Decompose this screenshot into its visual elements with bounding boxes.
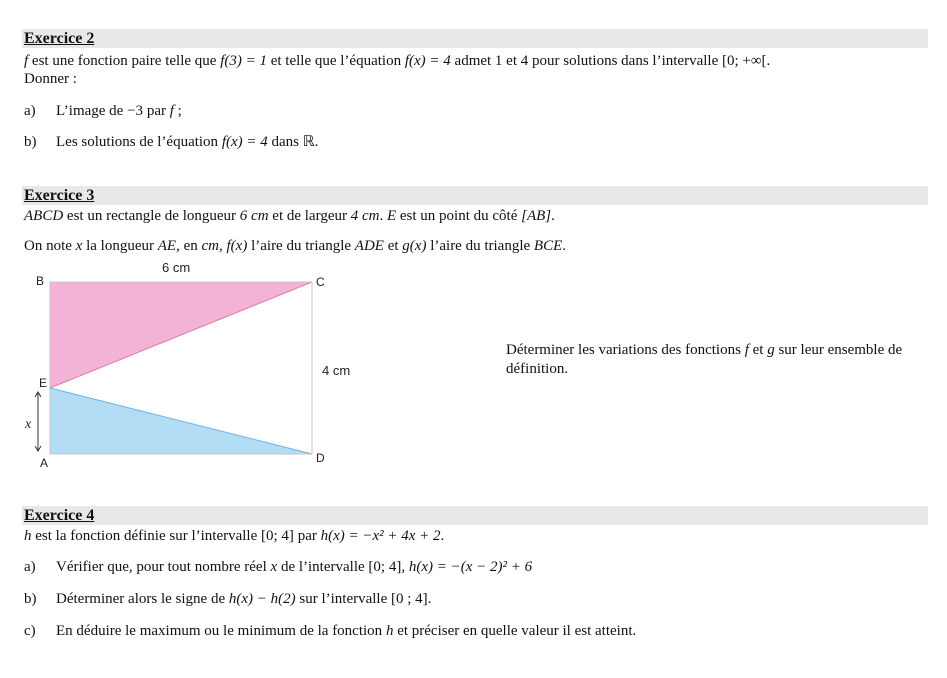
text: et telle que l’équation	[266, 53, 405, 69]
text: L’image de	[56, 103, 128, 119]
math-minus-3: −3	[127, 103, 144, 119]
exercise-4-item-a	[56, 558, 532, 576]
math-cm: cm	[201, 238, 219, 254]
exercise-2-item-a-letter: a)	[24, 103, 36, 119]
text: et	[383, 238, 403, 254]
math-ab: [AB]	[521, 208, 552, 224]
text: est une fonction paire telle que	[28, 53, 221, 69]
exercise-4-item-c	[56, 622, 636, 640]
text: l’aire du triangle	[247, 238, 355, 254]
label-a: A	[40, 456, 49, 470]
math-h-definition: h(x) = −x² + 4x + 2	[320, 528, 441, 544]
math-canonical-form: h(x) = −(x − 2)² + 6	[408, 559, 533, 575]
math-ae: AE	[157, 238, 177, 254]
text: est un point du côté	[396, 208, 522, 224]
triangle-bce	[50, 282, 312, 388]
math-f: f	[169, 103, 174, 119]
text: .	[766, 53, 771, 69]
text: ,	[219, 238, 227, 254]
math-equation: f(x) = 4	[404, 53, 451, 69]
exercise-2-item-b-letter: b)	[24, 134, 37, 150]
exercise-4-intro	[24, 527, 444, 545]
exercise-4-item-c-letter: c)	[24, 623, 36, 639]
exercise-2-donner: Donner :	[24, 71, 77, 87]
math-f: f	[24, 53, 29, 69]
math-bce: BCE	[533, 238, 563, 254]
math-interval: [0; 4]	[261, 528, 294, 544]
label-e: E	[39, 376, 48, 390]
math-ade: ADE	[354, 238, 384, 254]
exercise-3-question	[506, 341, 906, 379]
label-c: C	[316, 275, 325, 289]
math-abcd: ABCD	[24, 208, 64, 224]
exercise-4-header-band	[22, 506, 928, 525]
exercise-4-item-b	[56, 590, 431, 608]
text: ,	[401, 559, 409, 575]
exercise-3-title: Exercice 3	[24, 187, 95, 204]
text: Vérifier que, pour tout nombre réel	[56, 559, 271, 575]
math-interval: [0; +∞[	[721, 53, 767, 69]
text: Déterminer alors le signe de	[56, 591, 229, 607]
triangle-ade	[50, 388, 312, 454]
math-4cm: 4 cm	[350, 208, 380, 224]
text: .	[379, 208, 387, 224]
math-equation: f(x) = 4	[221, 134, 268, 150]
text: dans ℝ.	[267, 134, 319, 150]
text: est la fonction définie sur l’intervalle	[31, 528, 262, 544]
text: .	[427, 591, 432, 607]
math-h: h	[385, 623, 394, 639]
text: de l’intervalle	[277, 559, 369, 575]
text: .	[551, 208, 555, 224]
label-d: D	[316, 451, 325, 465]
math-g-of-x: g(x)	[402, 238, 427, 254]
text: par	[293, 528, 321, 544]
text: est un rectangle de longueur	[63, 208, 240, 224]
text: admet 1 et 4 pour solutions dans l’intervalle	[450, 53, 722, 69]
label-length: 6 cm	[162, 260, 191, 275]
text: sur leur ensemble de définition.	[506, 342, 903, 377]
exercise-4-title: Exercice 4	[24, 507, 95, 524]
math-interval: [0 ; 4]	[391, 591, 428, 607]
text: l’aire du triangle	[426, 238, 534, 254]
text: la longueur	[82, 238, 158, 254]
math-f-of-3: f(3) = 1	[220, 53, 267, 69]
text: et	[748, 342, 768, 358]
math-h: h	[24, 528, 32, 544]
text: .	[562, 238, 567, 254]
text: On note	[24, 238, 76, 254]
math-interval: [0; 4]	[368, 559, 402, 575]
exercise-4-item-b-letter: b)	[24, 591, 37, 607]
text: En déduire le maximum ou le minimum de la fonction	[56, 623, 386, 639]
exercise-4-item-a-letter: a)	[24, 559, 36, 575]
text: et préciser en quelle valeur il est atteint.	[393, 623, 637, 639]
text: .	[440, 528, 445, 544]
label-width: 4 cm	[322, 363, 351, 378]
text: , en	[176, 238, 202, 254]
math-e: E	[386, 208, 397, 224]
text: par	[143, 103, 170, 119]
math-f-of-x: f(x)	[226, 238, 248, 254]
math-f: f	[744, 342, 749, 358]
math-x: x	[75, 238, 83, 254]
math-6cm: 6 cm	[239, 208, 269, 224]
label-x: x	[25, 417, 32, 432]
text: ;	[173, 103, 182, 119]
text: Les solutions de l’équation	[56, 134, 222, 150]
math-difference: h(x) − h(2)	[228, 591, 296, 607]
text: sur l’intervalle	[295, 591, 392, 607]
math-g: g	[767, 342, 775, 358]
text: et de largeur	[268, 208, 351, 224]
label-b: B	[36, 274, 45, 288]
text: Déterminer les variations des fonctions	[506, 342, 745, 358]
exercise-2-title: Exercice 2	[24, 30, 95, 47]
math-x: x	[270, 559, 278, 575]
